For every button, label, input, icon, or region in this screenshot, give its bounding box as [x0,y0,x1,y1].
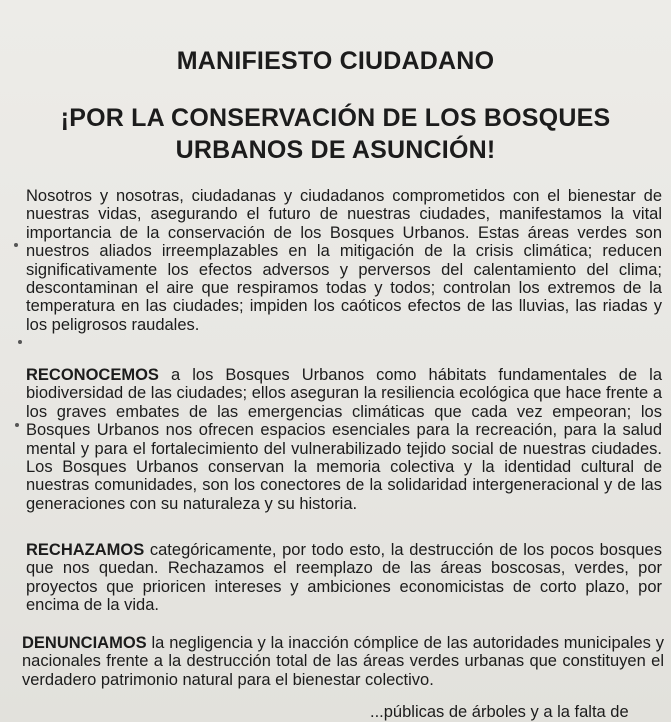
paragraph-denunciamos-text: la negligencia y la inacción cómplice de las autoridades municipales y nacionales frente a la destrucción total de las áreas verdes urbanas que constituyen el verdadero patrimonio natural para el bienestar colectivo. [22,634,664,689]
document-title: MANIFIESTO CIUDADANO [176,47,495,75]
paragraph-intro [26,187,662,334]
paragraph-rechazamos-text: categóricamente, por todo esto, la destrucción de los pocos bosques que nos quedan. Rechazamos el reemplazo de las áreas boscosas, verdes, por proyectos que prioricen intereses y ambiciones economicistas de corto plazo, por encima de la vida. [26,541,662,615]
paragraph-intro-text: Nosotros y nosotras, ciudadanas y ciudadanos comprometidos con el bienestar de nuestras vidas, asegurando el futuro de nuestras ciudades, manifestamos la vital importancia de la conservación de los Bosques Urbanos. Estas áreas verdes son nuestros aliados irreemplazables en la mitigación de la crisis climática; reducen significativamente los efectos adversos y perversos del calentamiento del clima; descontaminan el aire que respiramos todas y todos; controlan los extremos de la temperatura en las ciudades; impiden los caóticos efectos de las lluvias, las riadas y los peligrosos raudales. [26,187,662,334]
margin-mark [15,423,19,427]
paragraph-cutoff-text: ...públicas de árboles y a la falta de [370,703,629,721]
paragraph-lead-reconocemos: RECONOCEMOS [26,366,159,384]
margin-mark [14,243,18,247]
paragraph-denunciamos [22,634,664,689]
paragraph-reconocemos [26,366,662,513]
paragraph-lead-denunciamos: DENUNCIAMOS [22,634,147,652]
paragraph-cutoff [370,703,670,722]
paragraph-rechazamos [26,541,662,615]
paragraph-lead-rechazamos: RECHAZAMOS [26,541,145,559]
paragraph-reconocemos-text: a los Bosques Urbanos como hábitats fundamentales de la biodiversidad de las ciudades; ellos aseguran la resiliencia ecológica que hace frente a los graves embates de las emergencias climáticas que cada vez empeoran; los Bosques Urbanos nos ofrecen espacios esenciales para la recreación, para la salud mental y para el fortalecimiento del vulnerabilizado tejido social de nuestras ciudades. Los Bosques Urbanos conservan la memoria colectiva y la identidad cultural de nuestras comunidades, son los conectores de la solidaridad intergeneracional y de las generaciones con su naturaleza y su historia. [26,366,662,513]
margin-mark [18,340,22,344]
document-subtitle: ¡POR LA CONSERVACIÓN DE LOS BOSQUES URBANOS DE ASUNCIÓN! [60,104,611,164]
